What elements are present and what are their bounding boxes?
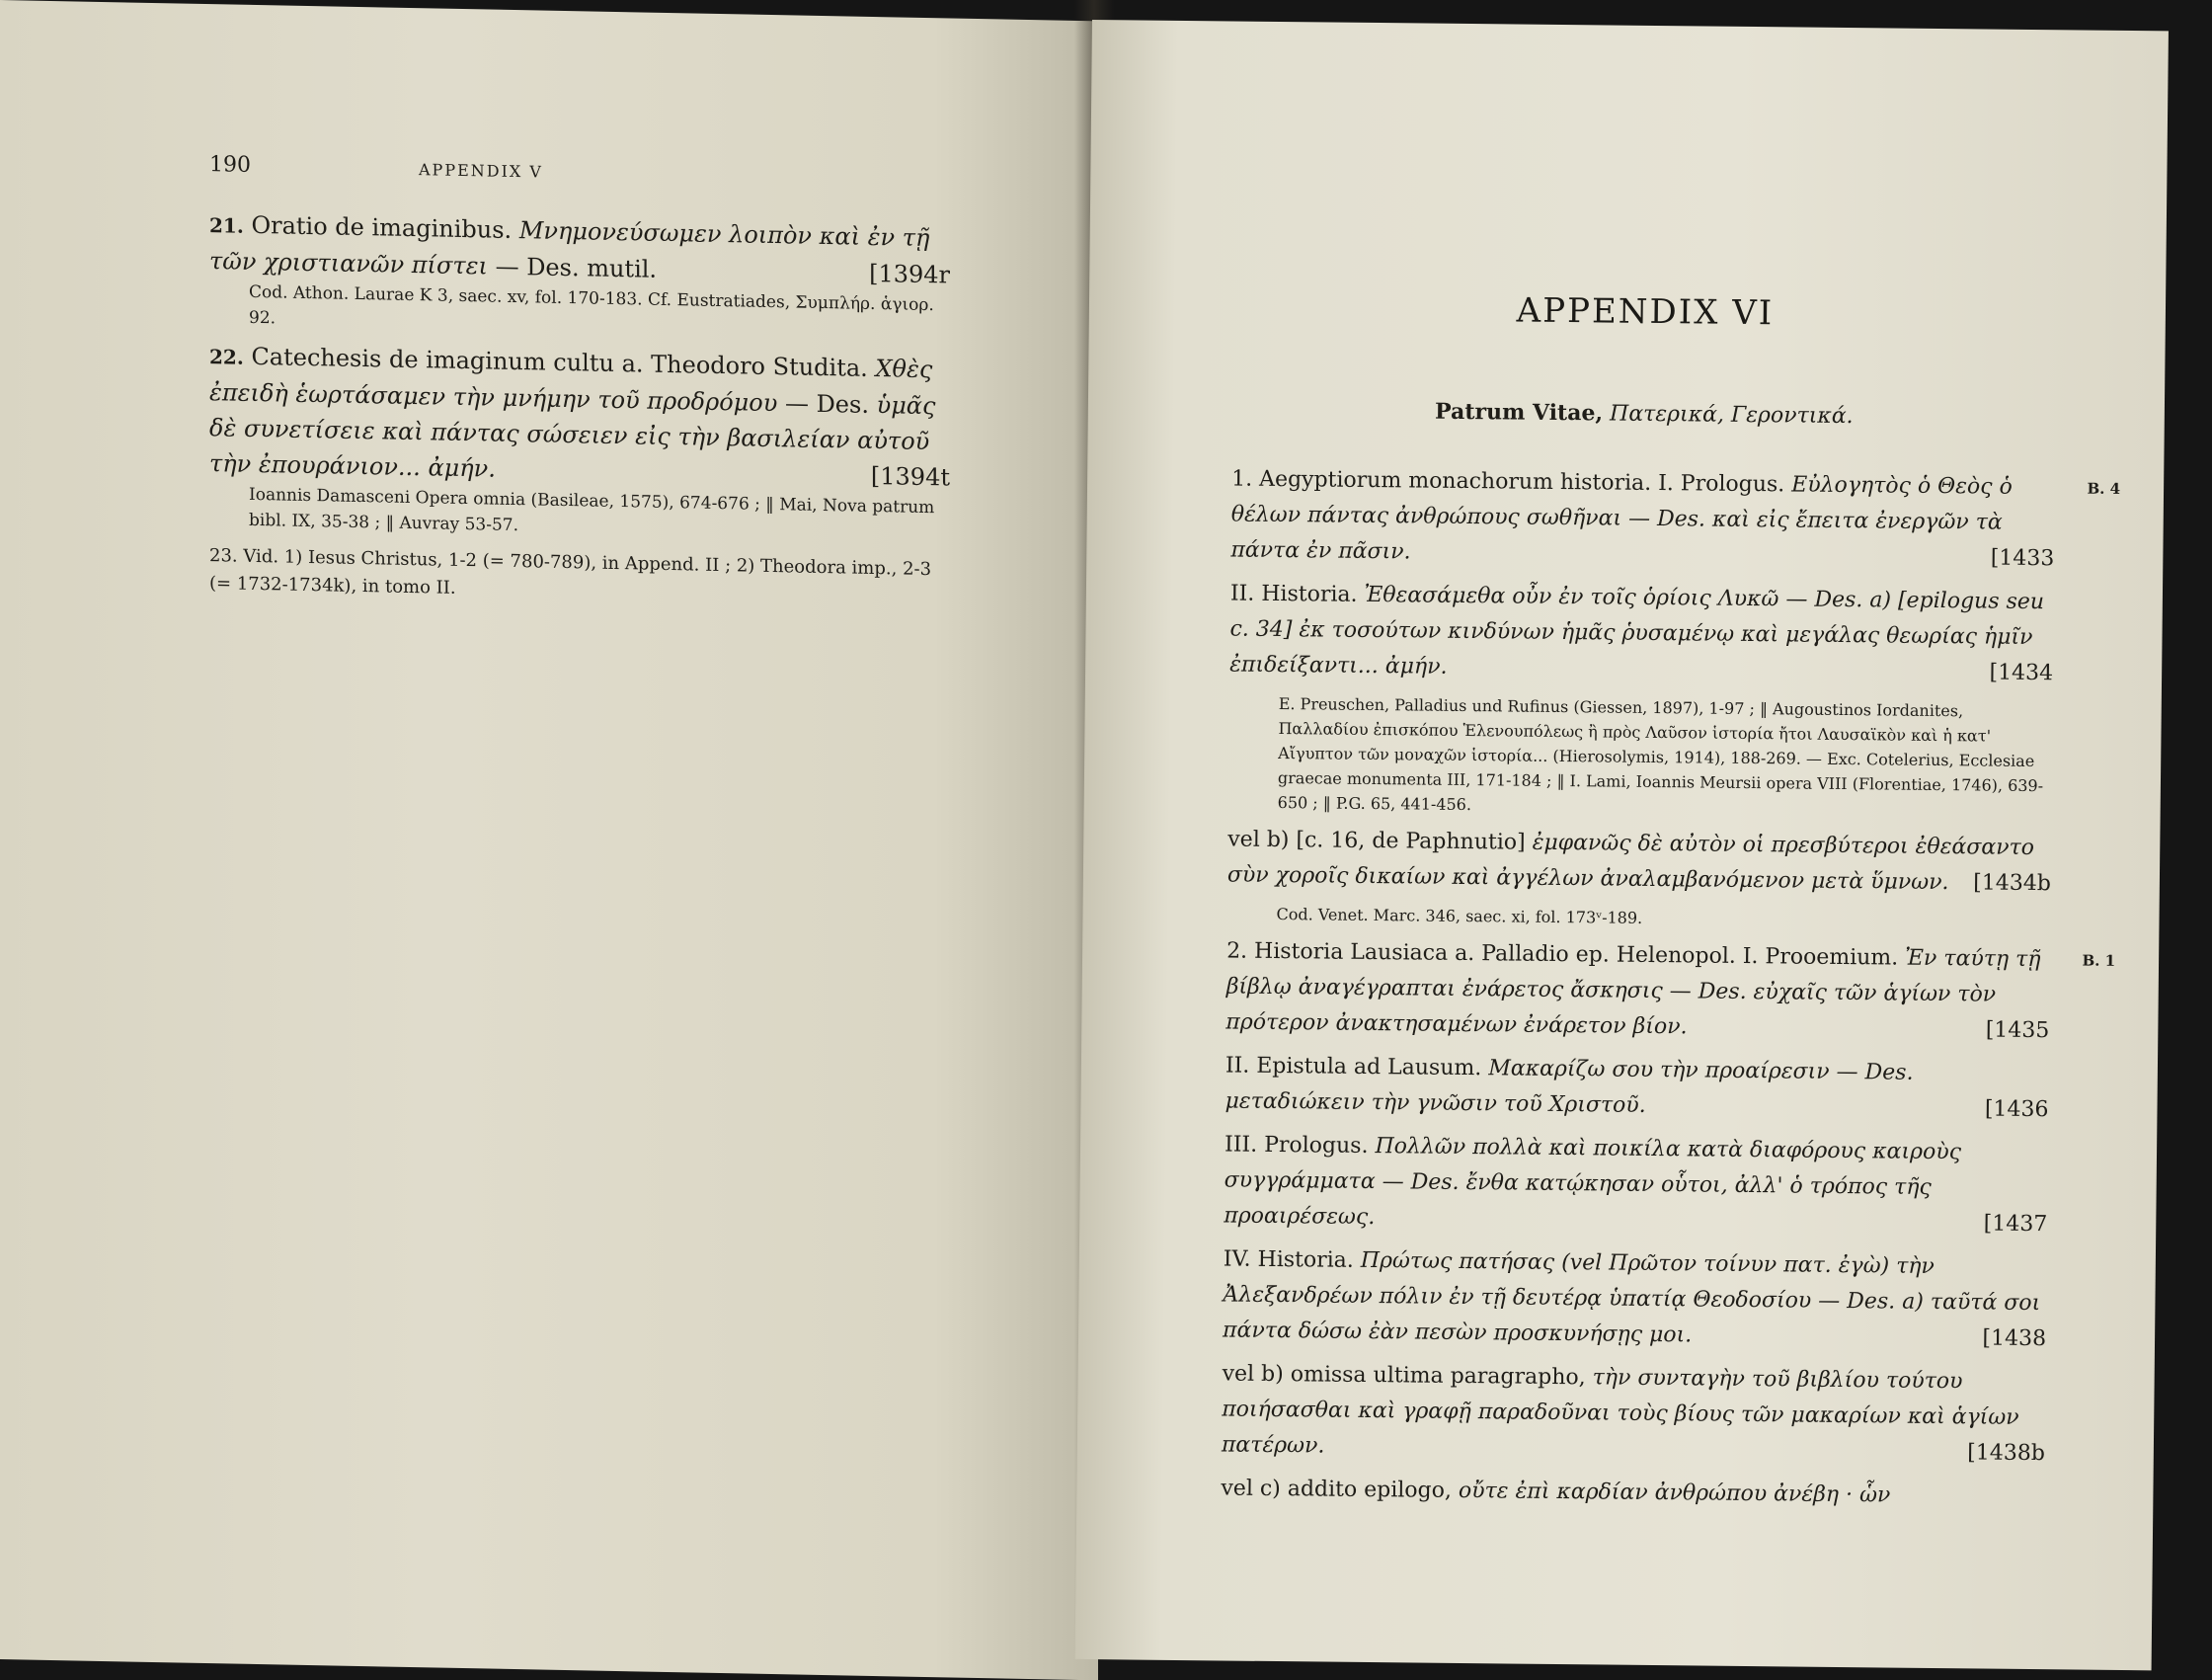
entry-2-epistula [1224,1048,2049,1128]
entry-2-historia [1223,1241,2047,1357]
entry-22 [209,338,950,495]
entry-ref: [1438 [1982,1325,2047,1352]
entry-ref: [1435 [1985,1017,2050,1044]
entry-note: Ioannis Damasceni Opera omnia (Basileae, 1575), 674-676 ; ‖ Mai, Nova patrum bibl. IX, 35-38 ; ‖ Auvray 53-57. [249,484,935,536]
entry-greek: Πρώτως πατήσας (vel Πρῶτον τοίνυν πατ. ἐγὼ) τὴν Ἀλεξανδρέων πόλιν ἐν τῇ δευτέρᾳ ὑπατίᾳ Θεοδοσίου — Des. a) ταῦτά σοι πάντα δώσω ἐὰν πεσὼν προσκυνήσῃς μοι. [1222,1247,2041,1348]
entry-greek: Ἐν ταύτῃ τῇ βίβλῳ ἀναγέγραπται ἐνάρετος ἄσκησις — Des. εὐχαῖς τῶν ἁγίων τὸν πρότερον ἀνακτησαμένων ἐνάρετον βίον. [1225,945,2041,1040]
entry-latin: vel b) [c. 16, de Paphnutio] [1227,827,1526,855]
entry-latin: IV. Historia. [1223,1246,1354,1273]
entry-des: — Des. [784,389,869,419]
entry-ref: [1433 [1990,545,2055,572]
entry-latin: Oratio de imaginibus. [251,210,513,244]
entry-latin: vel c) addito epilogo, [1221,1476,1453,1503]
entry-ref: [1437 [1983,1211,2048,1238]
section-title-greek: Πατερικά, Γεροντικά. [1609,401,1854,430]
margin-note: B. 1 [2082,951,2116,970]
entry-greek: οὔτε ἐπὶ καρδίαν ἀνθρώπου ἀνέβη · ὧν [1458,1478,1891,1508]
entry-greek: Ἐθεασάμεθα οὖν ἐν τοῖς ὁρίοις Λυκῶ — Des. a) [epilogus seu c. 34] ἐκ τοσούτων κινδύνων ἡμᾶς ῥυσαμένῳ καὶ μεγάλας θεωρίας ἡμῖν ἐπιδείξαντι... ἀμήν. [1229,582,2045,680]
entry-2-historia-b [1222,1356,2046,1472]
entry-greek: Εὐλογητὸς ὁ Θεὸς ὁ θέλων πάντας ἀνθρώπους σωθῆναι — Des. καὶ εἰς ἔπειτα ἐνεργῶν τὰ πάντα ἐν πᾶσιν. [1230,472,2013,565]
running-head: APPENDIX V [419,160,543,182]
entry-ref: [1436 [1984,1096,2049,1123]
entry-2-prooemium [1225,933,2116,1049]
entry-number: 21. [209,213,244,238]
entry-2-historia-c [1221,1471,2044,1515]
right-page [1075,20,2169,1670]
entry-2-prologus [1224,1127,2048,1242]
entry-1-paphnutio [1227,822,2052,902]
section-title-latin: Patrum Vitae, [1434,398,1604,427]
entry-text: Vid. 1) Iesus Christus, 1-2 (= 780-789), in Append. II ; 2) Theodora imp., 2-3 (= 1732-1734k), in tomo II. [209,545,932,599]
entry-greek: ἐμφανῶς δὲ αὐτὸν οἱ πρεσβύτεροι ἐθεάσαντο σὺν χοροῖς δικαίων καὶ ἀγγέλων ἀναλαμβανόμενον μετὰ ὕμνων. [1226,830,2035,896]
entry-note: E. Preuschen, Palladius und Rufinus (Giessen, 1897), 1-97 ; ‖ Augoustinos Iordanites, Παλλαδίου ἐπισκόπου Ἑλενουπόλεως ἢ πρὸς Λαῦσον ἱστορία ἤτοι Λαυσαϊκὸν καὶ ἡ κατ' Αἴγυπτον τῶν μοναχῶν ἱστορία... (Hierosolymis, 1914), 188-269. — Exc. Cotelerius, Ecclesiae graecae monumenta III, 171-184 ; ‖ I. Lami, Ioannis Meursii opera VIII (Florentiae, 1746), 639-650 ; ‖ P.G. 65, 441-456. [1277,694,2044,815]
entry-1-prologus [1230,462,2121,578]
margin-note: B. 4 [2087,479,2121,498]
section-title [1232,397,2056,432]
appendix-title: APPENDIX VI [1516,290,1775,334]
entry-greek: Μακαρίζω σου τὴν προαίρεσιν — Des. μεταδιώκειν τὴν γνῶσιν τοῦ Χριστοῦ. [1224,1056,1914,1118]
page-number: 190 [209,152,251,178]
entry-latin: 1. Aegyptiorum monachorum historia. I. Prologus. [1231,466,1785,498]
entry-1-historia [1229,576,2054,691]
entry-latin: II. Epistula ad Lausum. [1224,1053,1482,1081]
entry-ref: [1394r [869,259,950,289]
entry-number: 23. [209,545,238,567]
left-header [209,152,950,191]
entry-ref: [1434 [1989,660,2054,686]
entry-greek: Χθὲς ἐπειδὴ ἑωρτάσαμεν τὴν μνήμην τοῦ προδρόμου [209,355,933,418]
entry-greek: τὴν συνταγὴν τοῦ βιβλίου τούτου ποιήσασθαι καὶ γραφῇ παραδοῦναι τοὺς βίους τῶν μακαρίων καὶ ἁγίων πατέρων. [1221,1365,2019,1459]
entry-latin: II. Historia. [1229,581,1358,607]
entry-number: 22. [209,345,244,369]
entry-greek-des: ὑμᾶς δὲ συνετίσειε καὶ πάντας σώσειεν εἰς τὴν βασιλείαν αὐτοῦ τὴν ἐπουράνιον... ἀμήν. [209,391,936,483]
entry-greek: Πολλῶν πολλὰ καὶ ποικίλα κατὰ διαφόρους καιροὺς συγγράμματα — Des. ἔνθα κατῴκησαν οὗτοι, ἀλλ' ὁ τρόπος τῆς προαιρέσεως. [1224,1134,1962,1231]
entry-ref: [1434b [1973,870,2052,897]
entry-greek: Μνημονεύσωμεν λοιπὸν καὶ ἐν τῇ τῶν χριστιανῶν πίστει [209,216,930,280]
entry-des: — Des. mutil. [495,252,658,283]
entry-23 [209,542,950,611]
entry-ref: [1438b [1967,1440,2045,1467]
entry-latin: Catechesis de imaginum cultu a. Theodoro Studita. [251,342,868,382]
left-body [209,206,950,611]
entry-note: Cod. Athon. Laurae K 3, saec. xv, fol. 170-183. Cf. Eustratiades, Συμπλήρ. ἁγιορ. 92. [249,281,934,329]
left-page [0,0,1098,1680]
entry-latin: 2. Historia Lausiaca a. Palladio ep. Helenopol. I. Prooemium. [1226,938,1899,971]
entry-ref: [1394t [870,461,950,492]
entry-note: Cod. Venet. Marc. 346, saec. xi, fol. 173ᵛ-189. [1276,905,1643,927]
entry-latin: vel b) omissa ultima paragrapho, [1222,1361,1586,1391]
entry-latin: III. Prologus. [1224,1132,1369,1159]
